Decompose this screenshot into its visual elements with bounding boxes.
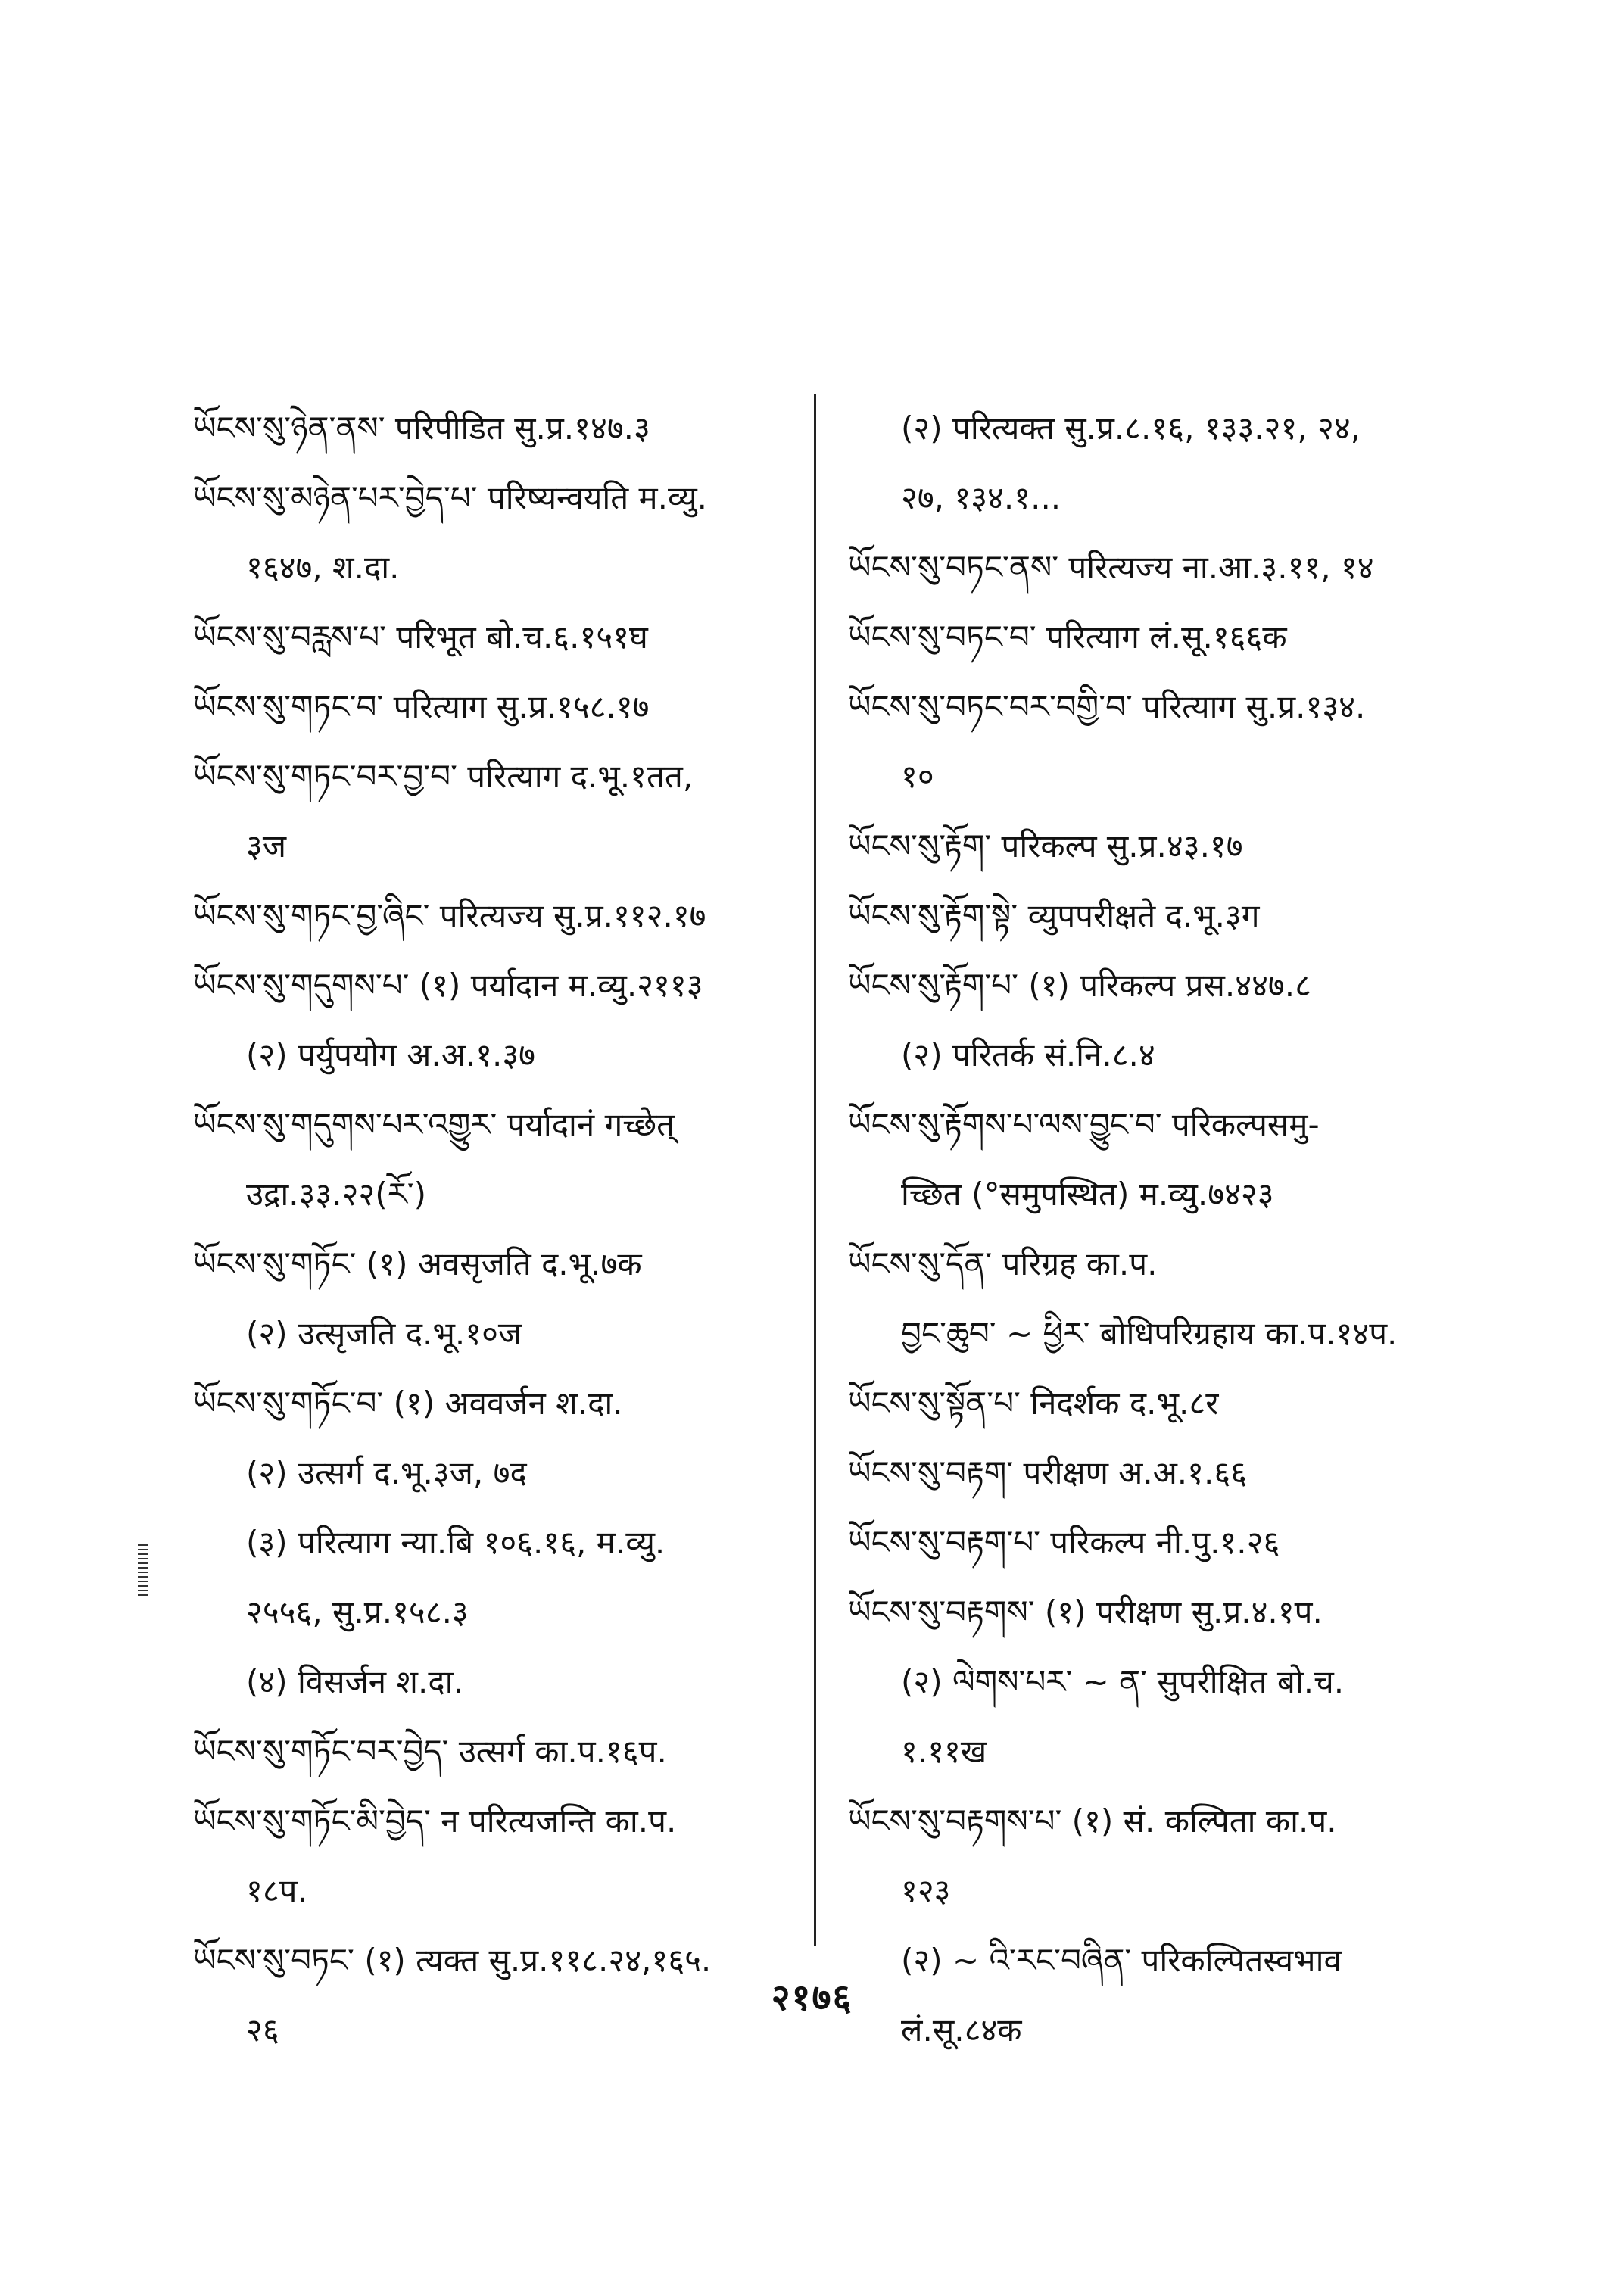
dictionary-line: ཡོངས་སུ་གདུགས་པ་ (१) पर्यादान म.व्यु.२११३ bbox=[193, 967, 703, 1004]
dictionary-line: ཡོངས་སུ་བརྟག་པ་ परिकल्प नी.पु.१.२६ bbox=[848, 1524, 1280, 1561]
dictionary-line: (२) उत्सर्ग द.भू.३ज, ७द bbox=[246, 1454, 527, 1491]
dictionary-line: ཡོངས་སུ་གཏང་བར་བྱ་བ་ परित्याग द.भू.१तत, bbox=[193, 758, 694, 795]
dictionary-line: ཡོངས་སུ་གཏོང་མི་བྱེད་ न परित्यजन्ति का.प. bbox=[193, 1802, 677, 1840]
dictionary-line: (२) परित्यक्त सु.प्र.८.१६, १३३.२१, २४, bbox=[901, 410, 1361, 447]
dictionary-line: ཡོངས་སུ་བཏང་ (१) त्यक्त सु.प्र.११८.२४,१६५. bbox=[193, 1942, 712, 1979]
dictionary-line: ཡོངས་སུ་གཏོང་བ་ (१) अववर्जन श.दा. bbox=[193, 1385, 623, 1422]
dictionary-line: ཡོངས་སུ་རྟོག་པ་ (१) परिकल्प प्रस.४४७.८ bbox=[848, 967, 1311, 1004]
margin-mark bbox=[138, 1544, 148, 1597]
dictionary-line: ཡོངས་སུ་ཉེན་ནས་ परिपीडित सु.प्र.१४७.३ bbox=[193, 410, 650, 447]
dictionary-line: ཡོངས་སུ་གདུགས་པར་འགྱུར་ पर्यादानं गच्छेत् bbox=[193, 1106, 675, 1143]
dictionary-line: (३) परित्याग न्या.बि १०६.१६, म.व्यु. bbox=[246, 1524, 665, 1561]
dictionary-line: उद्रा.३३.२२(ཪོ་) bbox=[246, 1176, 427, 1213]
dictionary-line: ཡོངས་སུ་བཏང་བ་ परित्याग लं.सू.१६६क bbox=[848, 618, 1287, 656]
dictionary-line: ཡོངས་སུ་དོན་ परिग्रह का.प. bbox=[848, 1245, 1158, 1282]
dictionary-line: ཡོངས་སུ་བཏང་ནས་ परित्यज्य ना.आ.३.११, १४ bbox=[848, 549, 1374, 586]
dictionary-line: १० bbox=[901, 758, 934, 795]
dictionary-line: ३ज bbox=[246, 827, 287, 865]
dictionary-line: ཡོངས་སུ་རྟོག་སྟེ་ व्युपपरीक्षते द.भू.३ग bbox=[848, 897, 1260, 934]
dictionary-line: (२) उत्सृजति द.भू.१०ज bbox=[246, 1315, 522, 1352]
left-column bbox=[193, 394, 799, 2065]
dictionary-line: लं.सू.८४क bbox=[901, 2011, 1022, 2048]
dictionary-line: ཡོངས་སུ་མཉེན་པར་བྱེད་པ་ परिष्यन्वयति म.व्यु. bbox=[193, 479, 708, 516]
dictionary-line: च्छित (°समुपस्थित) म.व्यु.७४२३ bbox=[901, 1176, 1274, 1213]
dictionary-line: ཡོངས་སུ་གཏོང་བར་བྱེད་ उत्सर्ग का.प.१६प. bbox=[193, 1733, 667, 1770]
dictionary-line: ཡོངས་སུ་གཏང་བྱ་ཞིང་ परित्यज्य सु.प्र.११२.१७ bbox=[193, 897, 706, 934]
dictionary-line: ཡོངས་སུ་བརྟགས་པ་ (१) सं. कल्पिता का.प. bbox=[848, 1802, 1337, 1840]
dictionary-line: ཡོངས་སུ་སྟོན་པ་ निदर्शक द.भू.८र bbox=[848, 1385, 1219, 1422]
dictionary-line: १८प. bbox=[246, 1872, 307, 1909]
page-number: २१७६ bbox=[771, 1977, 853, 2019]
dictionary-line: ཡོངས་སུ་བརྟག་ परीक्षण अ.अ.१.६६ bbox=[848, 1454, 1248, 1491]
dictionary-line: (४) विसर्जन श.दा. bbox=[246, 1663, 463, 1700]
dictionary-line: २६ bbox=[246, 2011, 279, 2048]
dictionary-line: १६४७, श.दा. bbox=[246, 549, 400, 586]
dictionary-line: (२) परितर्क सं.नि.८.४ bbox=[901, 1036, 1155, 1073]
dictionary-line: १.११ख bbox=[901, 1733, 987, 1770]
dictionary-line: བྱང་ཆུབ་ ~ ཕྱིར་ बोधिपरिग्रहाय का.प.१४प. bbox=[901, 1315, 1398, 1352]
dictionary-line: ཡོངས་སུ་བཏང་བར་བགྱི་བ་ परित्याग सु.प्र.१३४. bbox=[848, 688, 1366, 725]
dictionary-line: ཡོངས་སུ་རྟོགས་པ་ལས་བྱུང་བ་ परिकल्पसमु- bbox=[848, 1106, 1320, 1143]
dictionary-line: (२) ~ འི་རང་བཞིན་ परिकल्पितस्वभाव bbox=[901, 1942, 1342, 1979]
dictionary-line: १२३ bbox=[901, 1872, 951, 1909]
dictionary-line: २७, १३४.१... bbox=[901, 479, 1061, 516]
dictionary-line: ཡོངས་སུ་རྟོག་ परिकल्प सु.प्र.४३.१७ bbox=[848, 827, 1243, 865]
dictionary-line: ཡོངས་སུ་བརླས་པ་ परिभूत बो.च.६.१५१घ bbox=[193, 618, 648, 656]
right-column bbox=[848, 394, 1469, 2065]
column-divider bbox=[814, 394, 816, 1946]
dictionary-line: (२) पर्युपयोग अ.अ.१.३७ bbox=[246, 1036, 536, 1073]
dictionary-line: ཡོངས་སུ་གཏང་བ་ परित्याग सु.प्र.१५८.१७ bbox=[193, 688, 650, 725]
dictionary-line: (२) ལེགས་པར་ ~ ན་ सुपरीक्षित बो.च. bbox=[901, 1663, 1345, 1700]
dictionary-line: २५५६, सु.प्र.१५८.३ bbox=[246, 1594, 469, 1631]
dictionary-line: ཡོངས་སུ་གཏོང་ (१) अवसृजति द.भू.७क bbox=[193, 1245, 642, 1282]
dictionary-line: ཡོངས་སུ་བརྟགས་ (१) परीक्षण सु.प्र.४.१प. bbox=[848, 1594, 1323, 1631]
